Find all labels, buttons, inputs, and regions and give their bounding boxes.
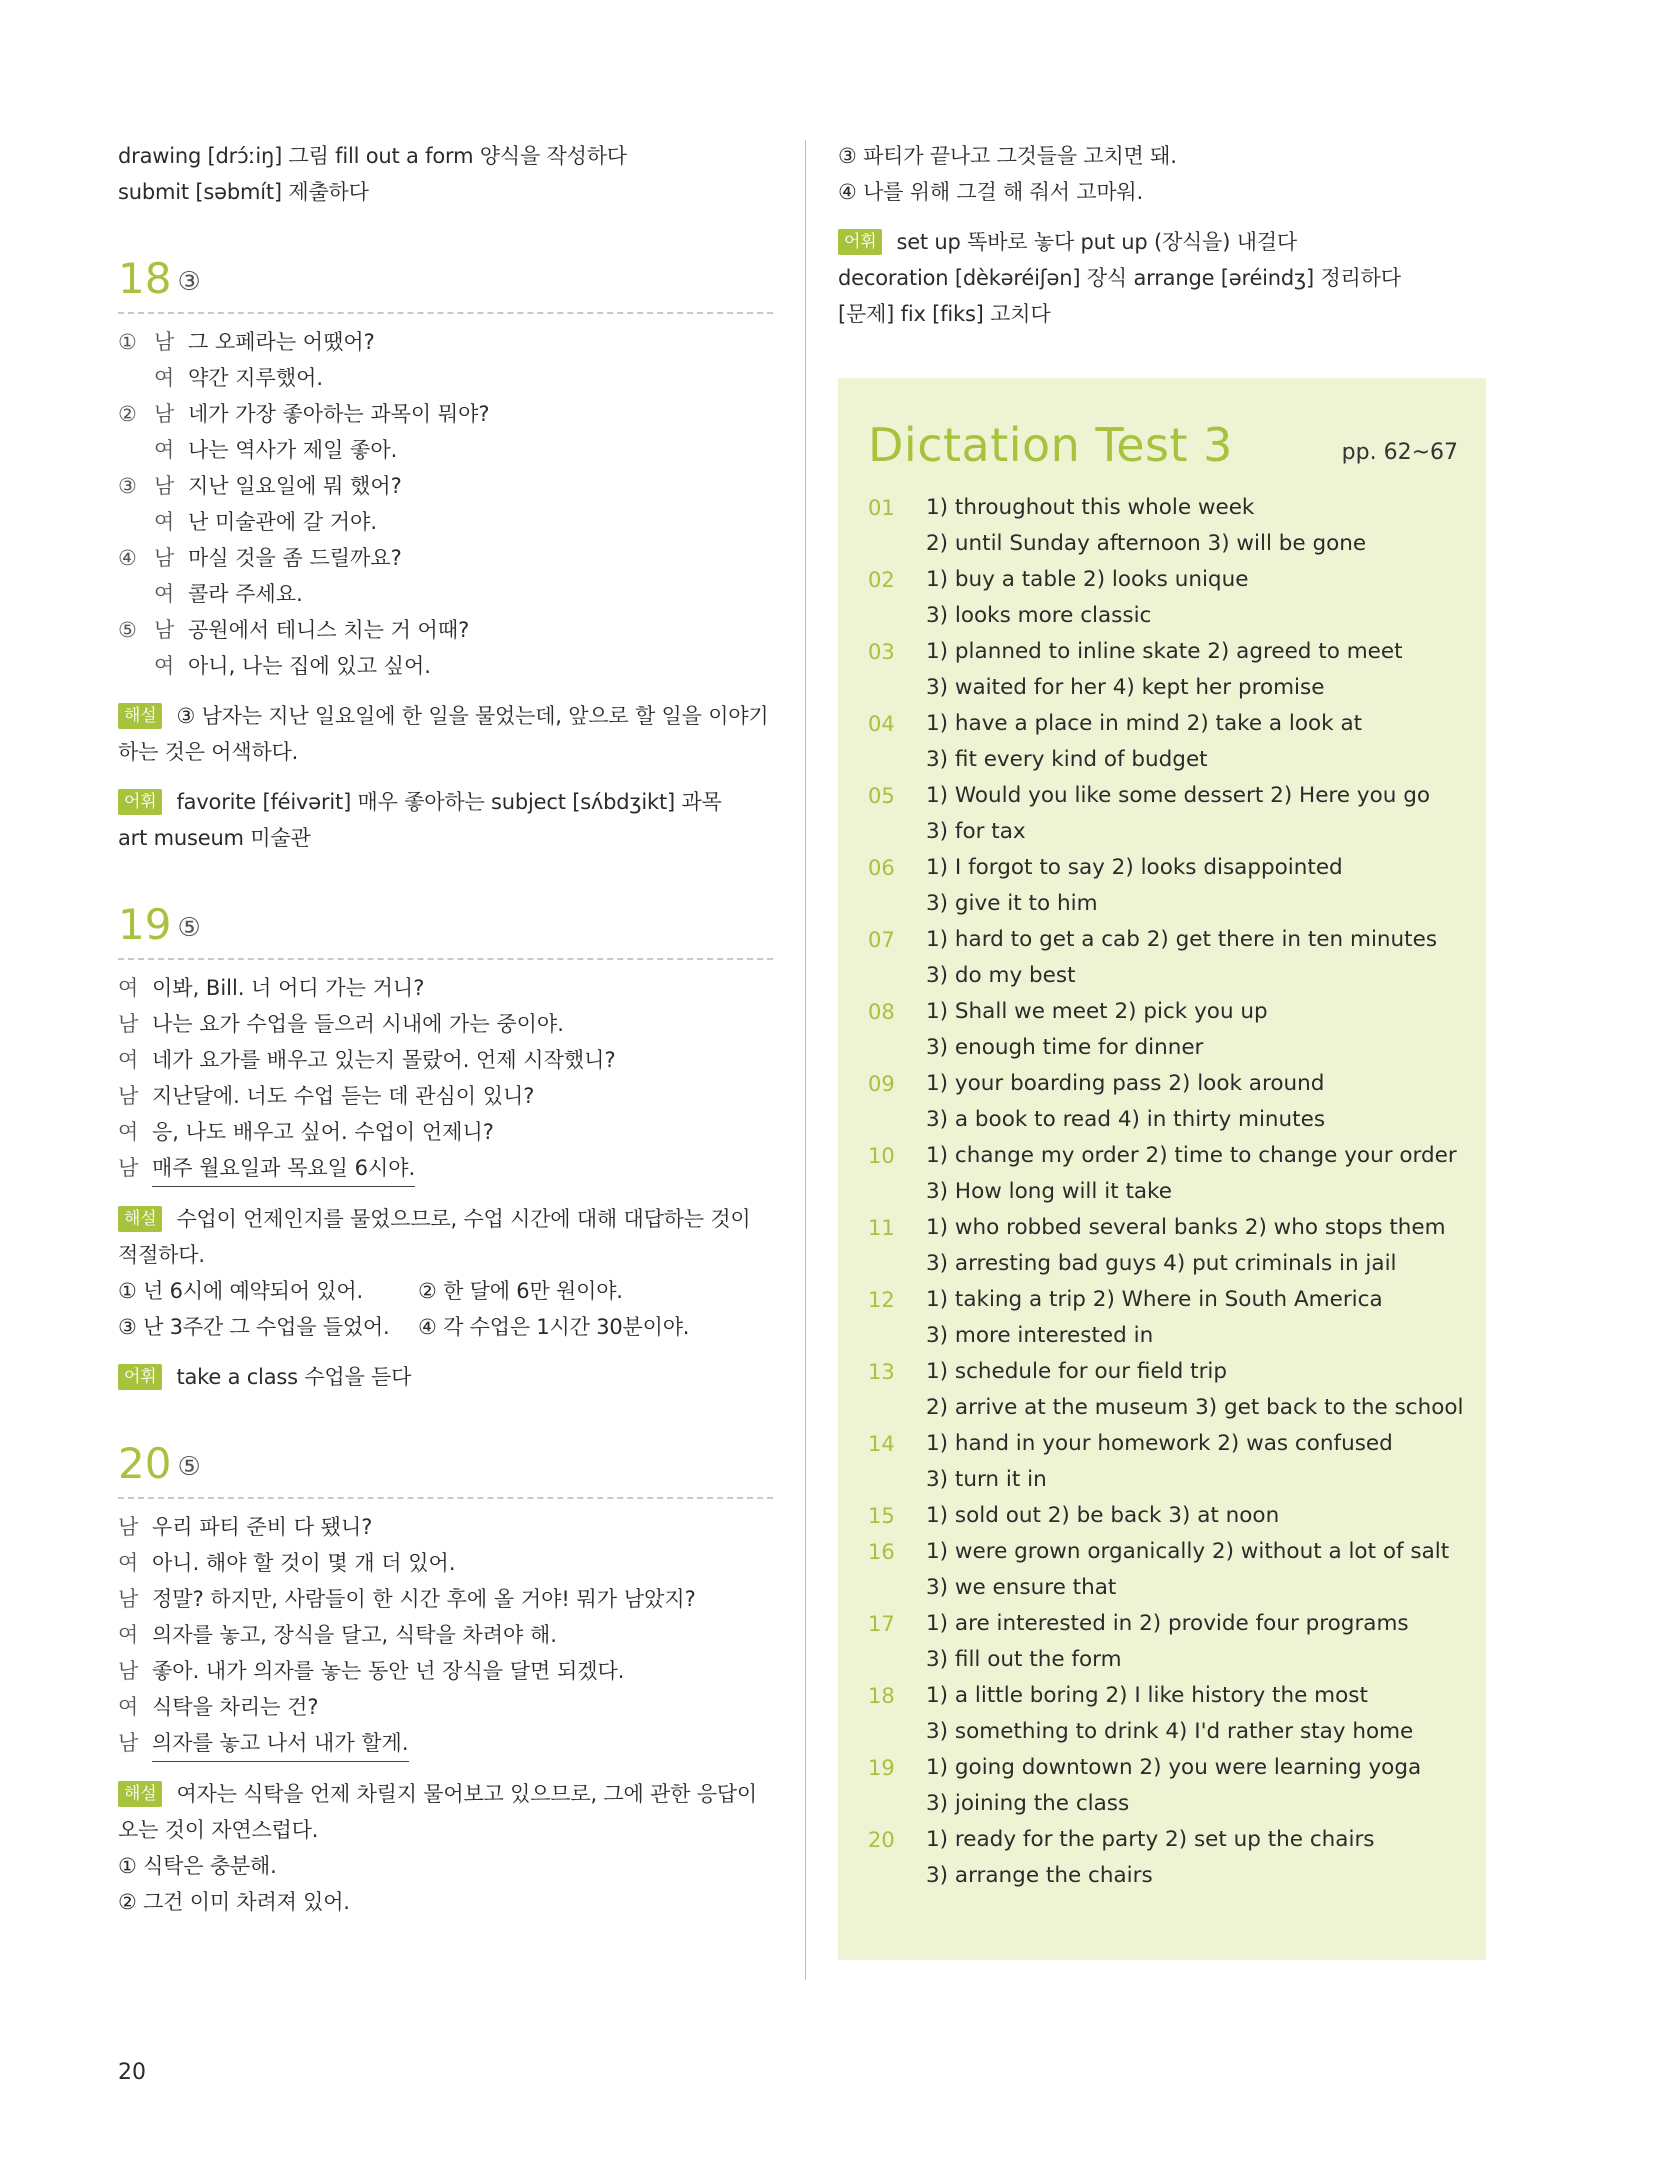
dialog-line: [118, 1581, 773, 1617]
dialog-line: [118, 1545, 773, 1581]
item-answers: [926, 562, 1248, 634]
item-number: 06: [868, 856, 895, 880]
answer-line: 1) going downtown 2) you were learning yoga: [926, 1755, 1422, 1780]
answer-line: 3) enough time for dinner: [926, 1035, 1204, 1060]
dictation-item: [868, 922, 1468, 994]
speaker: 남: [154, 474, 175, 498]
dashed-divider: [118, 312, 773, 314]
dialog-options: [118, 324, 773, 684]
dialog-text: 우리 파티 준비 다 됐니?: [152, 1515, 373, 1539]
speaker: 여: [118, 1551, 139, 1575]
dialog-line: [118, 1689, 773, 1725]
dialog-text: 나는 요가 수업을 들으러 시내에 가는 중이야.: [152, 1012, 564, 1036]
dialog-text: 응, 나도 배우고 싶어. 수업이 언제니?: [152, 1120, 494, 1144]
dialog-response: [118, 504, 773, 540]
dialog-text: 나는 역사가 제일 좋아.: [188, 438, 398, 462]
dialog-text: 지난 일요일에 뭐 했어?: [188, 474, 402, 498]
item-answers: [926, 1498, 1279, 1534]
question-number: 19: [118, 900, 172, 949]
dictation-item: [868, 1138, 1468, 1210]
answer-line: 3) fit every kind of budget: [926, 747, 1208, 772]
vocab-line: decoration [dèkəréiʃən] 장식 arrange [əréindʒ] 정리하다: [838, 266, 1401, 290]
item-number: 04: [868, 712, 895, 736]
item-answers: [926, 922, 1437, 994]
answer-line: 3) How long will it take: [926, 1179, 1172, 1204]
answer-line: 1) were grown organically 2) without a lot of salt: [926, 1539, 1450, 1564]
answer-line: 3) a book to read 4) in thirty minutes: [926, 1107, 1326, 1132]
right-column: [838, 138, 1493, 332]
item-number: 11: [868, 1216, 895, 1240]
dialog-text: 아니. 해야 할 것이 몇 개 더 있어.: [152, 1551, 456, 1575]
dialog-text: 콜라 주세요.: [188, 582, 303, 606]
vocab-line: drawing [drɔ́ːiŋ] 그림 fill out a form 양식을 작성하다: [118, 144, 627, 168]
answer-line: 1) a little boring 2) I like history the most: [926, 1683, 1368, 1708]
answer-line: 3) we ensure that: [926, 1575, 1117, 1600]
dialog-line: [118, 1114, 773, 1150]
option: ③ 파티가 끝나고 그것들을 고치면 돼.: [838, 144, 1177, 168]
speaker: 여: [118, 1695, 139, 1719]
item-number: 05: [868, 784, 895, 808]
option: ④ 각 수업은 1시간 30분이야.: [418, 1315, 690, 1339]
dialog-text: 그 오페라는 어땠어?: [188, 330, 375, 354]
vocab-line: [문제] fix [fiks] 고치다: [838, 302, 1051, 326]
dialog-text: 이봐, Bill. 너 어디 가는 거니?: [152, 976, 425, 1000]
answer-line: 2) until Sunday afternoon 3) will be gone: [926, 531, 1367, 556]
answer-line: 1) taking a trip 2) Where in South America: [926, 1287, 1383, 1312]
dictation-item: [868, 1678, 1468, 1750]
dialog-text: 의자를 놓고, 장식을 달고, 식탁을 차려야 해.: [152, 1623, 557, 1647]
answer-line: 1) are interested in 2) provide four programs: [926, 1611, 1409, 1636]
question-answer: ⑤: [177, 913, 201, 943]
explanation-text: 수업이 언제인지를 물었으므로, 수업 시간에 대해 대답하는 것이 적절하다.: [118, 1207, 751, 1267]
answer-line: 3) something to drink 4) I'd rather stay home: [926, 1719, 1414, 1744]
dictation-test-box: [838, 378, 1486, 1960]
option: ④ 나를 위해 그걸 해 줘서 고마워.: [838, 180, 1143, 204]
option: ② 한 달에 6만 원이야.: [418, 1279, 623, 1303]
dialog-text: 네가 요가를 배우고 있는지 몰랐어. 언제 시작했니?: [152, 1048, 616, 1072]
item-number: 12: [868, 1288, 895, 1312]
option-mark: ①: [118, 330, 137, 354]
dialog-text: 난 미술관에 갈 거야.: [188, 510, 377, 534]
item-answers: [926, 994, 1268, 1066]
option: ① 식탁은 충분해.: [118, 1854, 277, 1878]
item-answers: [926, 1678, 1413, 1750]
answer-line: 1) change my order 2) time to change your order: [926, 1143, 1457, 1168]
vocab-badge: 어휘: [118, 789, 162, 815]
item-number: 08: [868, 1000, 895, 1024]
option: ① 넌 6시에 예약되어 있어.: [118, 1279, 363, 1303]
dictation-item: [868, 1534, 1468, 1606]
dictation-item: [868, 490, 1468, 562]
answer-line: 1) ready for the party 2) set up the chairs: [926, 1827, 1375, 1852]
answer-line: 1) Would you like some dessert 2) Here you go: [926, 783, 1431, 808]
option-mark: ③: [118, 474, 137, 498]
answer-text: 의자를 놓고 나서 내가 할게.: [152, 1725, 409, 1762]
answer-line: 1) buy a table 2) looks unique: [926, 567, 1249, 592]
dialog-text: 좋아. 내가 의자를 놓는 동안 넌 장식을 달면 되겠다.: [152, 1659, 625, 1683]
item-answers: [926, 706, 1362, 778]
dialog-line: [118, 1078, 773, 1114]
dialog-text: 공원에서 테니스 치는 거 어때?: [188, 618, 470, 642]
item-number: 20: [868, 1828, 895, 1852]
dialog-line: [118, 1006, 773, 1042]
option-mark: ②: [118, 402, 137, 426]
speaker: 여: [118, 976, 139, 1000]
speaker: 남: [118, 1084, 139, 1108]
item-answers: [926, 1282, 1383, 1354]
answer-text: 매주 월요일과 목요일 6시야.: [152, 1150, 415, 1187]
item-answers: [926, 634, 1403, 706]
answer-line: 1) I forgot to say 2) looks disappointed: [926, 855, 1343, 880]
speaker: 여: [118, 1623, 139, 1647]
answer-line: 1) schedule for our field trip: [926, 1359, 1228, 1384]
dictation-item: [868, 634, 1468, 706]
dialog-text: 네가 가장 좋아하는 과목이 뭐야?: [188, 402, 490, 426]
dictation-item: [868, 1606, 1468, 1678]
item-number: 17: [868, 1612, 895, 1636]
dialog-text: 아니, 나는 집에 있고 싶어.: [188, 654, 431, 678]
speaker: 남: [118, 1659, 139, 1683]
answer-line: 1) have a place in mind 2) take a look at: [926, 711, 1363, 736]
question-20: [118, 1429, 773, 1920]
answer-line: [118, 1725, 773, 1762]
answer-line: 3) more interested in: [926, 1323, 1154, 1348]
explanation-text: 여자는 식탁을 언제 차릴지 물어보고 있으므로, 그에 관한 응답이 오는 것이 자연스럽다.: [118, 1782, 757, 1842]
dictation-title: Dictation Test 3: [868, 418, 1233, 472]
speaker: 남: [118, 1156, 139, 1180]
vocabulary: [838, 224, 1493, 332]
speaker: 여: [154, 510, 175, 534]
item-number: 02: [868, 568, 895, 592]
option: ② 그건 이미 차려져 있어.: [118, 1890, 350, 1914]
speaker: 여: [154, 438, 175, 462]
item-answers: [926, 1750, 1421, 1822]
answer-line: 1) your boarding pass 2) look around: [926, 1071, 1325, 1096]
item-answers: [926, 1210, 1446, 1282]
answer-line: 1) sold out 2) be back 3) at noon: [926, 1503, 1280, 1528]
dialog-line: [118, 1042, 773, 1078]
vocab-line: set up 똑바로 놓다 put up (장식을) 내걸다: [896, 230, 1297, 254]
dictation-item: [868, 1822, 1468, 1894]
question-answer: ③: [177, 267, 201, 297]
answer-line: 3) turn it in: [926, 1467, 1047, 1492]
item-answers: [926, 1066, 1325, 1138]
speaker: 남: [154, 618, 175, 642]
option-mark: ⑤: [118, 618, 137, 642]
item-answers: [926, 778, 1430, 850]
dialog-line: [118, 1617, 773, 1653]
question-18: [118, 244, 773, 856]
item-number: 18: [868, 1684, 895, 1708]
dialog: [118, 1509, 773, 1725]
question-number: 20: [118, 1439, 172, 1488]
vocab-badge: 어휘: [118, 1364, 162, 1390]
dictation-item: [868, 778, 1468, 850]
item-answers: [926, 850, 1343, 922]
speaker: 남: [118, 1731, 139, 1755]
question-header: [118, 244, 773, 302]
dialog-text: 약간 지루했어.: [188, 366, 324, 390]
dialog-line: [118, 1509, 773, 1545]
dialog-text: 정말? 하지만, 사람들이 한 시간 후에 올 거야! 뭐가 남았지?: [152, 1587, 696, 1611]
vocab-line: submit [səbmít] 제출하다: [118, 180, 369, 204]
speaker: 여: [118, 1048, 139, 1072]
dialog-option: [118, 396, 773, 432]
vocabulary: [118, 784, 773, 856]
answer-line: 3) joining the class: [926, 1791, 1130, 1816]
item-number: 19: [868, 1756, 895, 1780]
dialog-option: [118, 540, 773, 576]
answer-line: 3) waited for her 4) kept her promise: [926, 675, 1325, 700]
dialog-response: [118, 432, 773, 468]
dictation-pages: pp. 62~67: [1341, 440, 1458, 465]
dictation-item: [868, 706, 1468, 778]
item-number: 01: [868, 496, 895, 520]
item-answers: [926, 1426, 1393, 1498]
dialog-text: 식탁을 차리는 건?: [152, 1695, 319, 1719]
speaker: 남: [154, 402, 175, 426]
explanation-text: ③ 남자는 지난 일요일에 한 일을 물었는데, 앞으로 할 일을 이야기하는 것은 어색하다.: [118, 704, 769, 764]
answer-line: 3) fill out the form: [926, 1647, 1122, 1672]
question-header: [118, 1429, 773, 1487]
page-number: 20: [118, 2060, 146, 2085]
answer-line: 1) Shall we meet 2) pick you up: [926, 999, 1268, 1024]
dictation-item: [868, 1282, 1468, 1354]
option: ③ 난 3주간 그 수업을 들었어.: [118, 1315, 390, 1339]
speaker: 남: [118, 1012, 139, 1036]
dictation-item: [868, 1354, 1468, 1426]
speaker: 여: [154, 582, 175, 606]
answer-line: 2) arrive at the museum 3) get back to the school: [926, 1395, 1464, 1420]
explanation: [118, 698, 773, 770]
explanation-badge: 해설: [118, 703, 162, 729]
dictation-item: [868, 1210, 1468, 1282]
question-answer: ⑤: [177, 1452, 201, 1482]
item-number: 03: [868, 640, 895, 664]
question-header: [118, 890, 773, 948]
item-number: 10: [868, 1144, 895, 1168]
dialog-option: [118, 612, 773, 648]
item-number: 16: [868, 1540, 895, 1564]
dictation-item: [868, 1066, 1468, 1138]
dictation-item: [868, 562, 1468, 634]
item-number: 09: [868, 1072, 895, 1096]
item-answers: [926, 1138, 1457, 1210]
left-column: [118, 138, 773, 1920]
answer-line: 3) looks more classic: [926, 603, 1152, 628]
answer-line: 3) arrange the chairs: [926, 1863, 1153, 1888]
answer-line: 1) hand in your homework 2) was confused: [926, 1431, 1393, 1456]
dictation-list: [868, 490, 1468, 1894]
speaker: 남: [118, 1515, 139, 1539]
dashed-divider: [118, 958, 773, 960]
dialog-text: 지난달에. 너도 수업 듣는 데 관심이 있니?: [152, 1084, 535, 1108]
dictation-item: [868, 1750, 1468, 1822]
item-answers: [926, 1534, 1449, 1606]
explanation-badge: 해설: [118, 1781, 162, 1807]
speaker: 여: [154, 654, 175, 678]
vocab-text: take a class 수업을 듣다: [176, 1365, 412, 1389]
answer-line: 1) hard to get a cab 2) get there in ten minutes: [926, 927, 1438, 952]
question-19: [118, 890, 773, 1395]
answer-line: 1) who robbed several banks 2) who stops them: [926, 1215, 1446, 1240]
dialog-response: [118, 648, 773, 684]
dialog-option: [118, 468, 773, 504]
speaker: 남: [154, 330, 175, 354]
option-row: [118, 1309, 773, 1345]
item-number: 07: [868, 928, 895, 952]
option-mark: ④: [118, 546, 137, 570]
item-answers: [926, 1354, 1464, 1426]
answer-line: 1) throughout this whole week: [926, 495, 1255, 520]
answer-line: 3) arresting bad guys 4) put criminals in jail: [926, 1251, 1397, 1276]
dialog-response: [118, 576, 773, 612]
option-row: [118, 1273, 773, 1309]
speaker: 여: [154, 366, 175, 390]
dialog-text: 마실 것을 좀 드릴까요?: [188, 546, 402, 570]
column-divider: [805, 140, 806, 1980]
vocabulary: [118, 1359, 773, 1395]
explanation-badge: 해설: [118, 1206, 162, 1232]
answer-line: 3) give it to him: [926, 891, 1098, 916]
dashed-divider: [118, 1497, 773, 1499]
dialog: [118, 970, 773, 1150]
answer-line: 1) planned to inline skate 2) agreed to meet: [926, 639, 1403, 664]
explanation: [118, 1201, 773, 1273]
dictation-item: [868, 994, 1468, 1066]
answer-line: [118, 1150, 773, 1187]
item-answers: [926, 1606, 1409, 1678]
answer-line: 3) for tax: [926, 819, 1026, 844]
dialog-line: [118, 970, 773, 1006]
dictation-item: [868, 1498, 1468, 1534]
vocab-line: favorite [féivərit] 매우 좋아하는 subject [sʌ́bdʒikt] 과목: [176, 790, 722, 814]
item-number: 15: [868, 1504, 895, 1528]
dialog-line: [118, 1653, 773, 1689]
vocab-line: art museum 미술관: [118, 826, 311, 850]
item-number: 14: [868, 1432, 895, 1456]
item-number: 13: [868, 1360, 895, 1384]
explanation: [118, 1776, 773, 1848]
vocab-badge: 어휘: [838, 229, 882, 255]
item-answers: [926, 490, 1366, 562]
dialog-response: [118, 360, 773, 396]
speaker: 남: [118, 1587, 139, 1611]
answer-line: 3) do my best: [926, 963, 1076, 988]
dictation-item: [868, 1426, 1468, 1498]
item-answers: [926, 1822, 1375, 1894]
speaker: 여: [118, 1120, 139, 1144]
question-number: 18: [118, 254, 172, 303]
dictation-item: [868, 850, 1468, 922]
dialog-option: [118, 324, 773, 360]
speaker: 남: [154, 546, 175, 570]
